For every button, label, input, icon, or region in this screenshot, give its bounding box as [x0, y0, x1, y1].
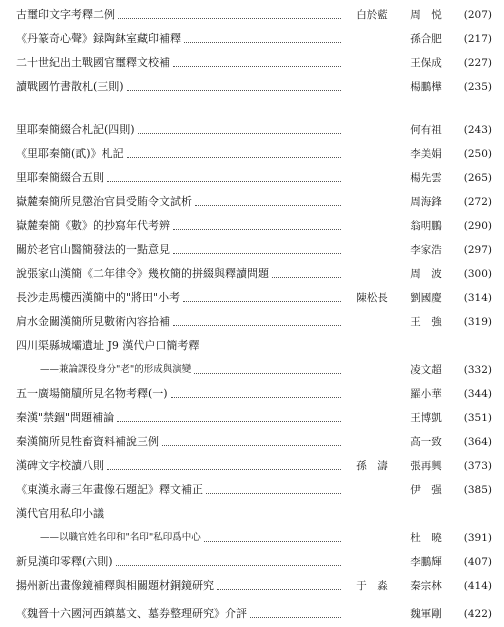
dotted-leader — [118, 18, 341, 19]
dotted-leader — [194, 373, 341, 374]
dotted-leader — [127, 157, 341, 158]
entry-author: 周 悦 — [410, 9, 442, 21]
toc-entry — [16, 554, 492, 570]
entry-author: 秦宗林 — [410, 580, 442, 592]
entry-subtitle: ——兼論課役身分"老"的形成與演變 — [40, 364, 192, 375]
toc-entry — [16, 170, 492, 186]
entry-title: 秦漢簡所見牲畜資料補說三例 — [16, 435, 159, 448]
toc-entry — [16, 266, 492, 282]
dotted-leader — [173, 325, 341, 326]
entry-page-number: (235) — [463, 81, 492, 93]
toc-subtitle-entry — [40, 362, 492, 378]
dotted-leader — [116, 565, 341, 566]
entry-title: 漢代官用私印小議 — [16, 507, 104, 520]
entry-title: 肩水金關漢簡所見數術內容拾補 — [16, 315, 170, 328]
entry-author: 王博凱 — [410, 412, 442, 424]
toc-entry — [16, 242, 492, 258]
entry-author: 張再興 — [410, 460, 442, 472]
toc-entry — [16, 7, 492, 23]
entry-title: 《丹篆奇心聲》録陶鈢室藏印補釋 — [16, 32, 181, 45]
dotted-leader — [107, 469, 341, 470]
dotted-leader — [272, 277, 341, 278]
entry-page-number: (243) — [463, 124, 492, 136]
entry-subtitle: ——以職官姓名印和"名印"私印爲中心 — [40, 532, 201, 543]
entry-author: 凌文超 — [410, 364, 442, 376]
toc-entry — [16, 410, 492, 426]
dotted-leader — [127, 90, 341, 91]
entry-page-number: (344) — [463, 388, 492, 400]
entry-author: 楊先雲 — [410, 172, 442, 184]
toc-entry — [16, 290, 492, 306]
entry-page-number: (207) — [463, 9, 492, 21]
entry-author: 王 強 — [410, 316, 442, 328]
entry-author: 李鵬輝 — [410, 556, 442, 568]
entry-title: 四川渠縣城壩遺址 J9 漢代户口簡考釋 — [16, 339, 200, 352]
toc-entry — [16, 434, 492, 450]
entry-coauthor: 于 淼 — [356, 580, 388, 592]
toc-entry — [16, 146, 492, 162]
entry-title: 嶽麓秦簡所見懲治官員受賄令文試析 — [16, 195, 192, 208]
dotted-leader — [107, 181, 341, 182]
entry-author: 周海鋒 — [410, 196, 442, 208]
entry-title: 讀戰國竹書散札(三則) — [16, 80, 124, 93]
entry-author: 高一致 — [410, 436, 442, 448]
dotted-leader — [217, 589, 341, 590]
entry-page-number: (319) — [463, 316, 492, 328]
toc-entry — [16, 386, 492, 402]
entry-title: 《里耶秦簡(貳)》札記 — [16, 147, 124, 160]
entry-title: 二十世紀出土戰國官璽釋文校補 — [16, 56, 170, 69]
entry-author: 李家浩 — [410, 244, 442, 256]
entry-author: 楊鵬樺 — [410, 81, 442, 93]
dotted-leader — [195, 205, 341, 206]
entry-page-number: (314) — [463, 292, 492, 304]
toc-entry — [16, 506, 492, 522]
entry-author: 伊 强 — [410, 484, 442, 496]
toc-subtitle-entry — [40, 530, 492, 546]
dotted-leader — [138, 133, 341, 134]
entry-page-number: (272) — [463, 196, 492, 208]
toc-entry — [16, 194, 492, 210]
dotted-leader — [173, 229, 341, 230]
entry-author: 羅小華 — [410, 388, 442, 400]
dotted-leader — [173, 253, 341, 254]
dotted-leader — [250, 617, 341, 618]
entry-author: 杜 曉 — [410, 532, 442, 544]
toc-entry — [16, 218, 492, 234]
entry-page-number: (373) — [463, 460, 492, 472]
entry-page-number: (364) — [463, 436, 492, 448]
entry-coauthor: 陳松長 — [356, 292, 388, 304]
toc-entry — [16, 458, 492, 474]
dotted-leader — [173, 66, 341, 67]
toc-entry — [16, 55, 492, 71]
entry-title: 古璽印文字考釋二例 — [16, 8, 115, 21]
entry-title: 五一廣場簡牘所見名物考釋(一) — [16, 387, 168, 400]
entry-page-number: (290) — [463, 220, 492, 232]
entry-page-number: (351) — [463, 412, 492, 424]
entry-title: 秦漢"禁錮"問題補論 — [16, 411, 115, 424]
entry-title: 漢碑文字校讀八則 — [16, 459, 104, 472]
entry-title: 長沙走馬樓西漢簡中的"將田"小考 — [16, 291, 181, 304]
toc-entry — [16, 578, 492, 594]
entry-title: 《魏晉十六國河西鎮墓文、墓券整理研究》介評 — [16, 607, 247, 620]
entry-page-number: (385) — [463, 484, 492, 496]
dotted-leader — [204, 541, 341, 542]
entry-author: 翁明鵬 — [410, 220, 442, 232]
entry-title: 關於老官山醫簡發法的一點意見 — [16, 243, 170, 256]
entry-page-number: (332) — [463, 364, 492, 376]
entry-author: 周 波 — [410, 268, 442, 280]
entry-page-number: (422) — [463, 608, 492, 620]
toc-entry — [16, 122, 492, 138]
dotted-leader — [184, 42, 341, 43]
entry-author: 王保成 — [410, 57, 442, 69]
dotted-leader — [183, 301, 341, 302]
toc-entry — [16, 338, 492, 354]
entry-title: 新見漢印零釋(六則) — [16, 555, 113, 568]
entry-title: 里耶秦簡綴合五則 — [16, 171, 104, 184]
entry-title: 揚州新出畫像鏡補釋與相關題材銅鏡研究 — [16, 579, 214, 592]
entry-author: 劉國慶 — [410, 292, 442, 304]
entry-coauthor: 孫 濤 — [356, 460, 388, 472]
entry-page-number: (227) — [463, 57, 492, 69]
entry-page-number: (297) — [463, 244, 492, 256]
toc-entry — [16, 31, 492, 47]
entry-page-number: (250) — [463, 148, 492, 160]
entry-title: 《東漢永壽三年畫像石題記》釋文補正 — [16, 483, 203, 496]
entry-title: 說張家山漢簡《二年律令》幾枚簡的拼綴與釋讀問題 — [16, 267, 269, 280]
entry-author: 孫合肥 — [410, 33, 442, 45]
entry-page-number: (414) — [463, 580, 492, 592]
entry-title: 嶽麓秦簡《數》的抄寫年代考辨 — [16, 219, 170, 232]
dotted-leader — [162, 445, 341, 446]
entry-title: 里耶秦簡綴合札記(四則) — [16, 123, 135, 136]
toc-entry — [16, 606, 492, 622]
entry-page-number: (217) — [463, 33, 492, 45]
entry-page-number: (265) — [463, 172, 492, 184]
entry-author: 魏軍剛 — [410, 608, 442, 620]
entry-page-number: (407) — [463, 556, 492, 568]
entry-page-number: (391) — [463, 532, 492, 544]
entry-page-number: (300) — [463, 268, 492, 280]
entry-author: 李美娟 — [410, 148, 442, 160]
entry-author: 何有祖 — [410, 124, 442, 136]
entry-coauthor: 白於藍 — [356, 9, 388, 21]
dotted-leader — [171, 397, 341, 398]
toc-entry — [16, 314, 492, 330]
dotted-leader — [206, 493, 341, 494]
dotted-leader — [117, 421, 341, 422]
toc-entry — [16, 79, 492, 95]
toc-entry — [16, 482, 492, 498]
